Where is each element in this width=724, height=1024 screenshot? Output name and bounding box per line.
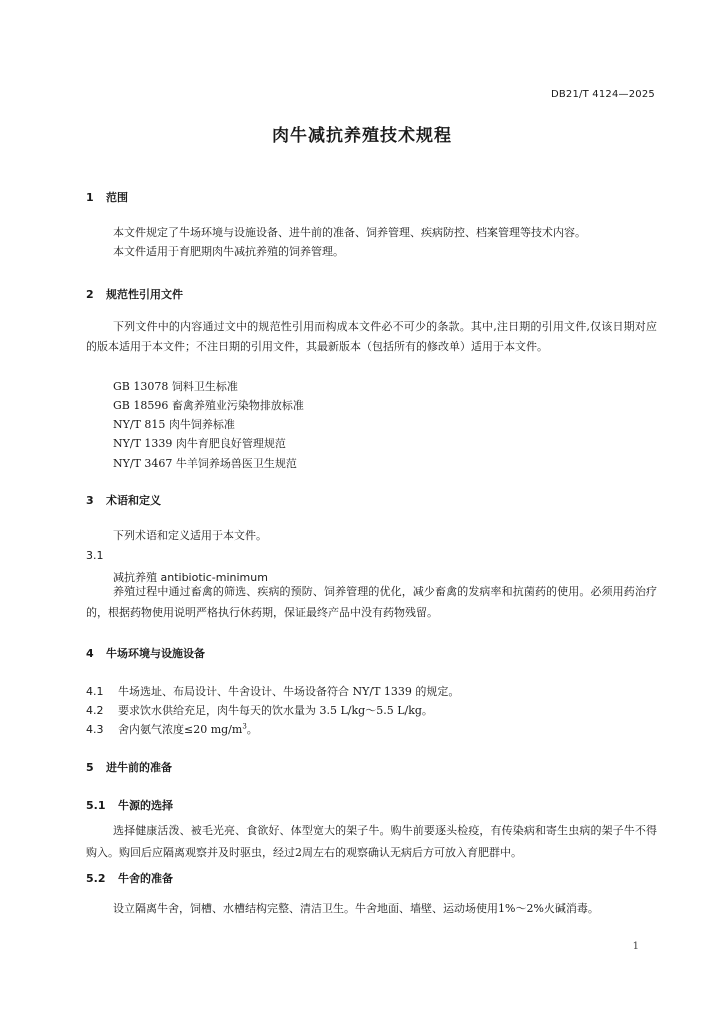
subsection-5-2-heading xyxy=(86,870,173,886)
clause-end: 。 xyxy=(246,723,258,736)
section-3-intro: 下列术语和定义适用于本文件。 xyxy=(113,529,267,542)
subsection-title: 牛舍的准备 xyxy=(118,872,173,885)
clause-text: 牛场选址、布局设计、牛舍设计、牛场设备符合 NY/T 1339 的规定。 xyxy=(118,685,460,698)
section-title: 范围 xyxy=(106,191,128,204)
document-title: 肉牛减抗养殖技术规程 xyxy=(272,126,452,146)
section-title: 进牛前的准备 xyxy=(106,761,172,774)
clause-number: 4.1 xyxy=(86,685,104,698)
section-title: 规范性引用文件 xyxy=(106,288,183,301)
subsection-title: 牛源的选择 xyxy=(118,799,173,812)
section-number: 1 xyxy=(86,191,94,204)
reference-item: NY/T 1339 肉牛育肥良好管理规范 xyxy=(113,437,286,450)
clause-4-3 xyxy=(86,721,657,737)
section-1-paragraph-2: 本文件适用于育肥期肉牛减抗养殖的饲养管理。 xyxy=(113,245,344,258)
section-2-intro: 下列文件中的内容通过文中的规范性引用而构成本文件必不可少的条款。其中,注日期的引用文件,仅该日期对应的版本适用于本文件；不注日期的引用文件，其最新版本（包括所有的修改单）适用于本文件。 xyxy=(86,320,657,353)
section-title: 术语和定义 xyxy=(106,494,161,507)
section-1-paragraph-1: 本文件规定了牛场环境与设施设备、进牛前的准备、饲养管理、疾病防控、档案管理等技术内容。 xyxy=(113,226,586,239)
clause-number: 4.2 xyxy=(86,704,104,717)
term-name: 减抗养殖 antibiotic-minimum xyxy=(113,571,268,584)
clause-text: 要求饮水供给充足，肉牛每天的饮水量为 3.5 L/kg～5.5 L/kg。 xyxy=(118,704,433,717)
term-number: 3.1 xyxy=(86,549,104,562)
clause-text: 舍内氨气浓度≤20 mg/m xyxy=(118,723,243,736)
subsection-5-1-heading xyxy=(86,797,173,813)
subsection-number: 5.2 xyxy=(86,872,106,885)
subsection-number: 5.1 xyxy=(86,799,106,812)
reference-item: NY/T 815 肉牛饲养标准 xyxy=(113,418,235,431)
clause-4-1 xyxy=(86,683,657,699)
standard-code: DB21/T 4124—2025 xyxy=(550,89,655,100)
clause-number: 4.3 xyxy=(86,723,104,736)
subsection-5-2-paragraph: 设立隔离牛舍，饲槽、水槽结构完整、清洁卫生。牛舍地面、墙壁、运动场使用1%～2%火碱消毒。 xyxy=(113,902,599,915)
subsection-5-1-paragraph: 选择健康活泼、被毛光亮、食欲好、体型宽大的架子牛。购牛前要逐头检疫，有传染病和寄生虫病的架子牛不得购入。购回后应隔离观察并及时驱虫，经过2周左右的观察确认无病后方可放入育肥群中。 xyxy=(86,824,657,859)
section-4-heading xyxy=(86,645,205,661)
section-number: 5 xyxy=(86,761,94,774)
clause-4-2 xyxy=(86,702,657,718)
section-number: 3 xyxy=(86,494,94,507)
reference-item: GB 13078 饲料卫生标准 xyxy=(113,380,238,393)
section-1-heading xyxy=(86,189,128,205)
section-title: 牛场环境与设施设备 xyxy=(106,647,205,660)
section-2-heading xyxy=(86,286,183,302)
page-number: 1 xyxy=(632,941,639,952)
section-number: 2 xyxy=(86,288,94,301)
section-3-heading xyxy=(86,492,161,508)
term-definition: 养殖过程中通过畜禽的筛选、疾病的预防、饲养管理的优化，减少畜禽的发病率和抗菌药的使用。必须用药治疗的，根据药物使用说明严格执行休药期，保证最终产品中没有药物残留。 xyxy=(86,585,657,619)
reference-item: GB 18596 畜禽养殖业污染物排放标准 xyxy=(113,399,304,412)
section-number: 4 xyxy=(86,647,94,660)
reference-item: NY/T 3467 牛羊饲养场兽医卫生规范 xyxy=(113,457,297,470)
superscript: 3 xyxy=(242,722,247,731)
section-5-heading xyxy=(86,759,172,775)
